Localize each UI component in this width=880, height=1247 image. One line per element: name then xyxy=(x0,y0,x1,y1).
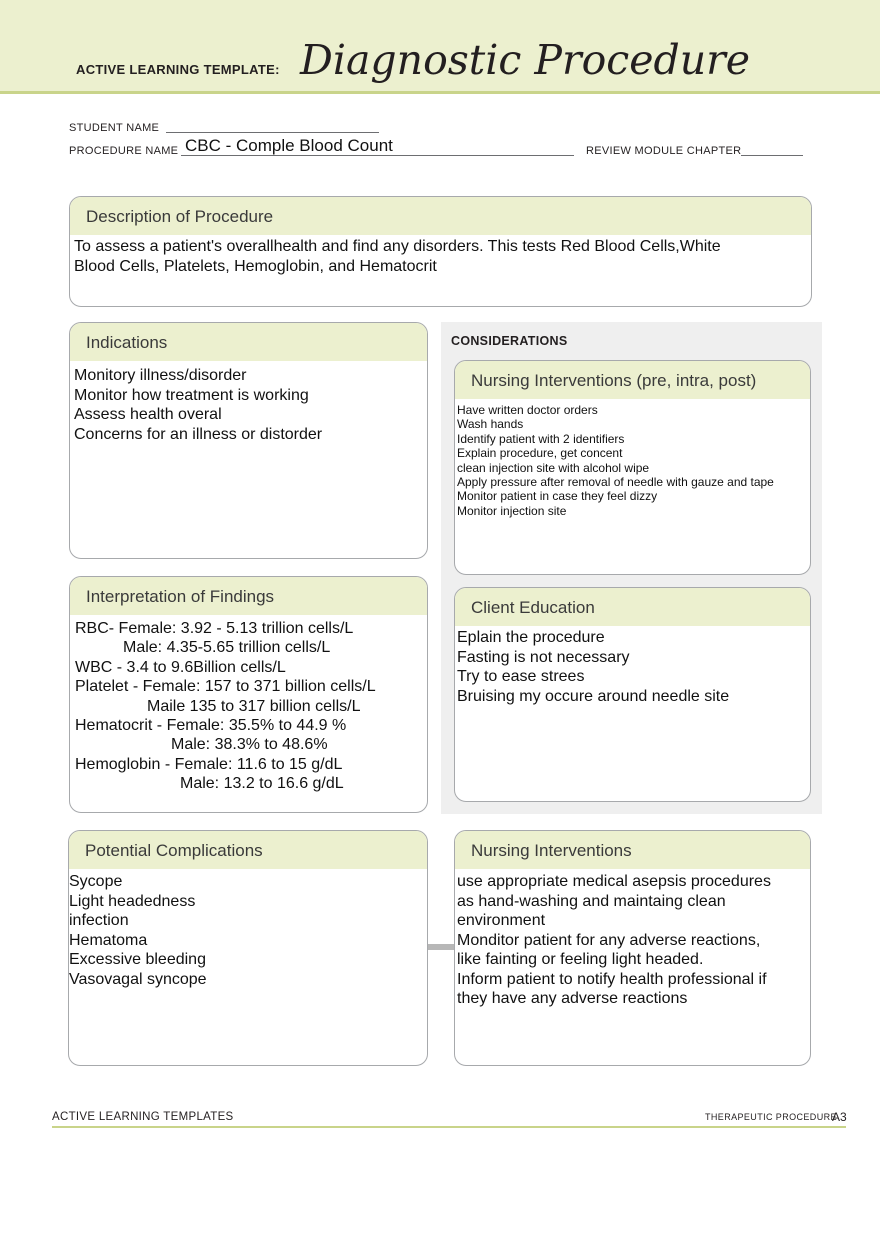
complications-heading: Potential Complications xyxy=(69,831,427,869)
finding-line: Platelet - Female: 157 to 371 billion cells/L xyxy=(75,678,376,696)
finding-line: Male: 13.2 to 16.6 g/dL xyxy=(180,775,344,793)
procedure-name-field[interactable]: CBC - Comple Blood Count xyxy=(185,136,393,155)
interpretation-text[interactable] xyxy=(70,615,427,798)
finding-line: Hematocrit - Female: 35.5% to 44.9 % xyxy=(75,717,347,735)
client-education-heading: Client Education xyxy=(455,588,810,626)
footer-right: THERAPEUTIC PROCEDURE xyxy=(705,1112,837,1122)
box-connector xyxy=(428,944,454,950)
description-text[interactable]: To assess a patient's overallhealth and find any disorders. This tests Red Blood Cells,White Blood Cells, Platelets, Hemoglobin, and Hematocrit xyxy=(74,238,721,275)
interpretation-box xyxy=(69,576,428,813)
complications-text[interactable]: Sycope Light headedness infection Hematoma Excessive bleeding Vasovagal syncope xyxy=(69,873,207,988)
page-title: Diagnostic Procedure xyxy=(300,36,750,84)
finding-line: RBC- Female: 3.92 - 5.13 trillion cells/L xyxy=(75,620,354,637)
finding-line: Male: 38.3% to 48.6% xyxy=(171,736,328,754)
finding-line: WBC - 3.4 to 9.6Billion cells/L xyxy=(75,658,286,676)
nursing-interventions-text[interactable]: use appropriate medical asepsis procedures as hand-washing and maintaing clean environment Monditor patient for any adverse reactions, like fainting or feeling light headed. Inform patient to notify health professional if they have any adverse reactions xyxy=(457,873,771,1007)
finding-line: Hemoglobin - Female: 11.6 to 15 g/dL xyxy=(75,755,343,773)
procedure-name-label: PROCEDURE NAME xyxy=(69,145,179,157)
client-education-box xyxy=(454,587,811,802)
nursing-interventions-pio-heading: Nursing Interventions (pre, intra, post) xyxy=(455,361,810,399)
description-box xyxy=(69,196,812,307)
nursing-interventions-box xyxy=(454,830,811,1066)
footer-left: ACTIVE LEARNING TEMPLATES xyxy=(52,1111,234,1123)
nursing-interventions-pio-box xyxy=(454,360,811,575)
indications-text[interactable]: Monitory illness/disorder Monitor how treatment is working Assess health overal Concerns for an illness or distorder xyxy=(74,367,323,443)
indications-heading: Indications xyxy=(70,323,427,361)
template-label: ACTIVE LEARNING TEMPLATE: xyxy=(76,62,280,77)
review-module-line xyxy=(741,155,803,156)
considerations-label: CONSIDERATIONS xyxy=(451,334,568,348)
page-number: A3 xyxy=(832,1110,847,1124)
review-module-label: REVIEW MODULE CHAPTER xyxy=(586,145,742,157)
client-education-text[interactable]: Eplain the procedure Fasting is not necessary Try to ease strees Bruising my occure around needle site xyxy=(457,629,730,705)
student-name-label: STUDENT NAME xyxy=(69,122,160,134)
description-heading: Description of Procedure xyxy=(70,197,811,235)
complications-box xyxy=(68,830,428,1066)
nursing-interventions-pio-text[interactable]: Have written doctor orders Wash hands Identify patient with 2 identifiers Explain procedure, get concent clean injection site with alcohol wipe Apply pressure after removal of needle with gauze and tape Monitor patient in case they feel dizzy Monitor injection site xyxy=(457,403,774,518)
student-name-line xyxy=(166,132,379,133)
interpretation-heading: Interpretation of Findings xyxy=(70,577,427,615)
finding-line: Male: 4.35-5.65 trillion cells/L xyxy=(123,639,331,657)
finding-line: Maile 135 to 317 billion cells/L xyxy=(147,697,361,715)
nursing-interventions-heading: Nursing Interventions xyxy=(455,831,810,869)
footer-rule xyxy=(52,1126,846,1128)
indications-box xyxy=(69,322,428,559)
